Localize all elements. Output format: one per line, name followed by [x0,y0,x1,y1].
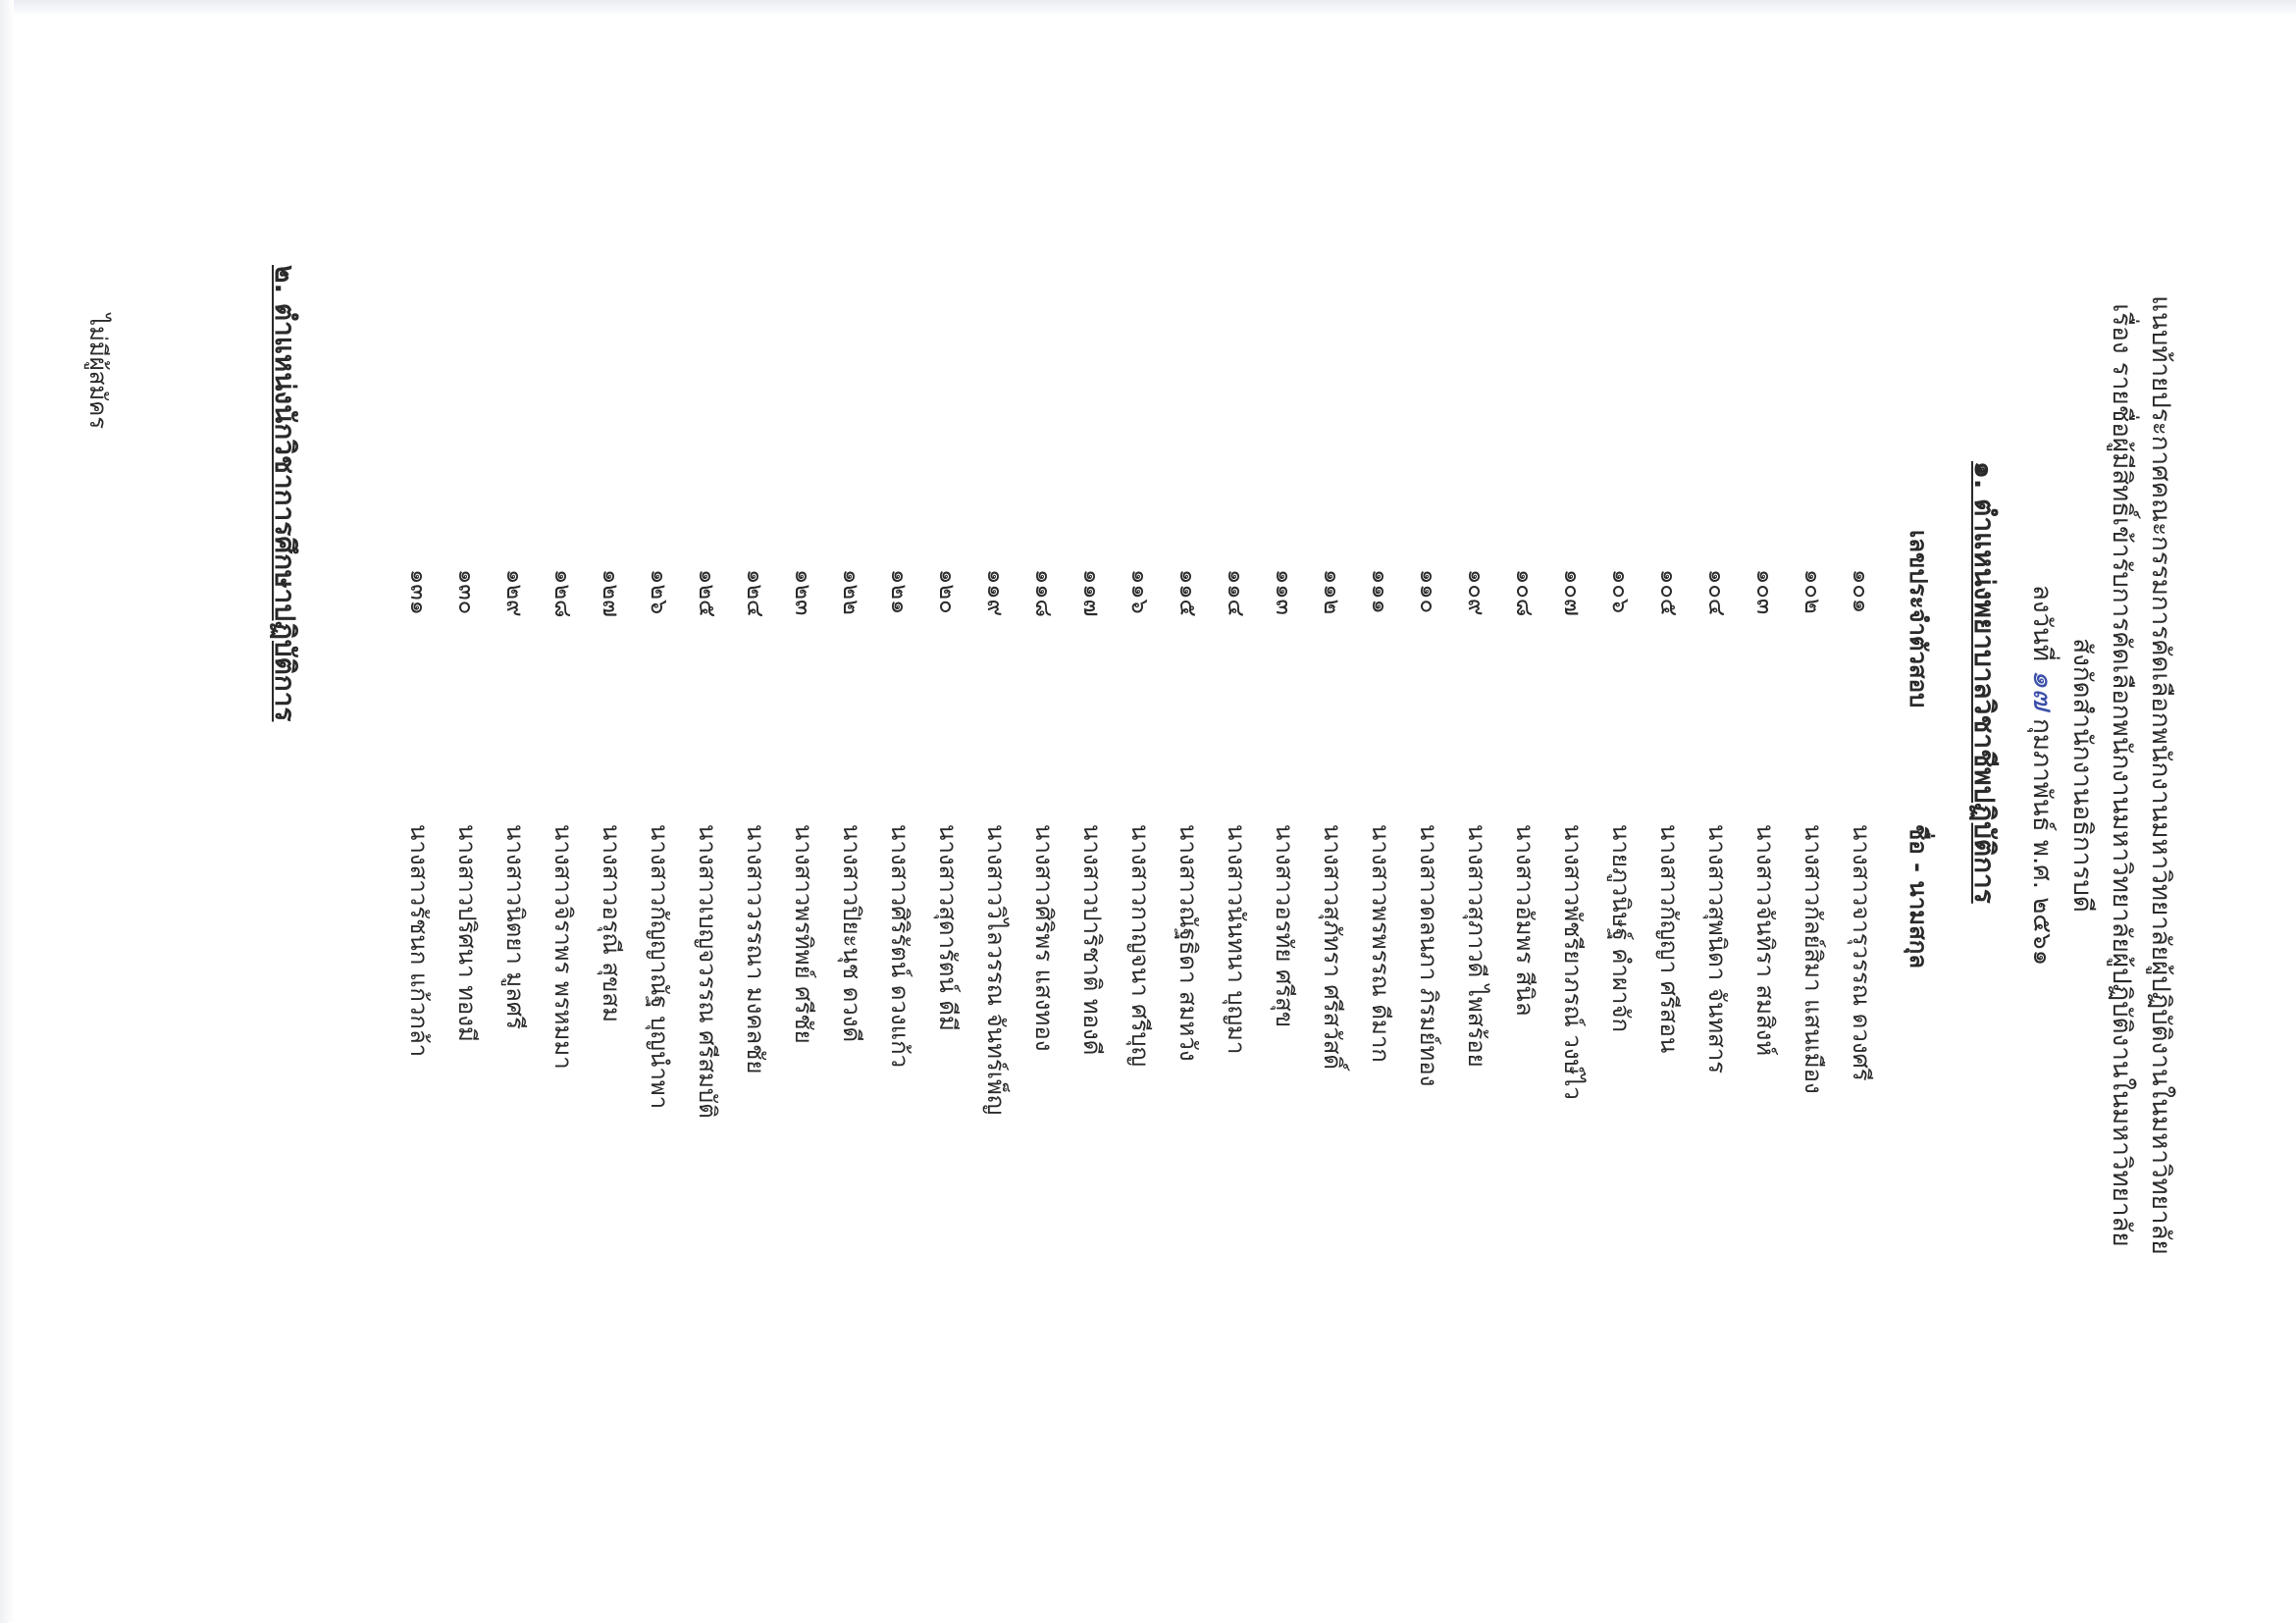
candidate-name: นางสาวปิยะนุช ดวงดี [838,824,865,1043]
candidate-name: นางสาวปริศนา ทองมี [453,824,481,1042]
candidate-number: ๑๐๘ [1511,569,1539,617]
table-row [1548,20,1597,1531]
candidate-name: นางสาวอัมพร สีนิล [1511,824,1539,1017]
table-row [1837,20,1886,1531]
table-row [635,20,684,1531]
candidate-name: นางสาวสุภาวดี ไพสร้อย [1463,824,1490,1068]
candidate-number: ๑๑๖ [1126,569,1154,614]
candidate-name: นางสาวสุภัทรา ศรีสวัสดิ์ [1319,824,1346,1070]
no-applicants-note: ไม่มีผู้สมัคร [84,314,112,430]
candidate-name: นางสาวดลนภา ภิรมย์ทอง [1415,824,1442,1087]
candidate-number: ๑๒๒ [838,569,865,615]
candidate-name: นางสาวรัชนก แก้วกล้า [405,824,433,1058]
candidate-number: ๑๒๑ [886,569,913,615]
table-row [394,20,444,1531]
candidate-number: ๑๐๒ [1800,569,1827,614]
candidate-number: ๑๑๗ [1078,569,1106,617]
candidate-name: นางสาวพัชรียาภรณ์ วงษ์ไว [1559,824,1587,1100]
table-row [1596,20,1645,1531]
table-row [539,20,588,1531]
candidate-number: ๑๑๒ [1319,569,1346,615]
candidate-number: ๑๒๐ [934,569,962,614]
candidate-name: นางสาวศิริพร แสงทอง [1030,824,1058,1052]
candidate-number: ๑๐๗ [1559,569,1587,616]
candidate-number: ๑๑๐ [1415,569,1442,614]
candidate-name: นางสาวจิราพร พรหมมา [549,824,577,1070]
candidate-name: นางสาวนันทนา บุญมา [1223,824,1250,1055]
candidate-number: ๑๑๙ [982,569,1010,617]
candidate-name: นางสาวกัญญาณัฐ บุญนำพา [646,824,673,1110]
handwritten-day: ๑๗ [2026,669,2061,710]
candidate-name: นางสาวณัฐธิดา สมหวัง [1174,824,1202,1062]
candidate-number: ๑๐๔ [1703,569,1731,617]
table-row [779,20,828,1531]
table-row [1260,20,1309,1531]
header-line-1: แนบท้ายประกาศคณะกรรมการคัดเลือกพนักงานมหาวิทยาลัยผู้ปฏิบัติงานในมหาวิทยาลัย [2146,295,2175,1255]
candidate-number: ๑๐๕ [1655,569,1683,617]
candidate-number: ๑๒๙ [501,569,529,617]
candidate-number: ๑๐๖ [1607,569,1635,614]
candidate-number: ๑๐๑ [1848,569,1875,614]
table-row [1404,20,1453,1531]
table-row [1068,20,1117,1531]
table-row [971,20,1020,1531]
table-row [1164,20,1213,1531]
date-suffix: กุมภาพันธ์ พ.ศ. ๒๕๖๑ [2027,718,2057,967]
table-row [1019,20,1069,1531]
table-row [1308,20,1357,1531]
candidate-name: นางสาวกาญจนา ศรีบุญ [1126,824,1154,1068]
candidate-name: นางสาวพรทิพย์ ศรีชัย [790,824,817,1044]
candidate-number: ๑๓๐ [453,569,481,615]
candidate-name: นางสาวกัญญา ศรีสอน [1655,824,1683,1054]
candidate-number: ๑๑๑ [1367,569,1394,614]
candidate-number: ๑๒๖ [646,569,673,615]
candidate-name: นางสาวกัลย์สิมา แสนเมือง [1800,824,1827,1094]
scan-edge-left [0,0,14,1623]
candidate-number: ๑๒๔ [742,569,769,618]
table-row [1644,20,1694,1531]
candidate-number: ๑๐๙ [1463,569,1490,616]
header-line-4 [2024,20,2061,1531]
candidate-number: ๑๑๕ [1174,569,1202,617]
table-row [1116,20,1165,1531]
candidate-name: นางสาวอรทัย ศรีสุข [1271,824,1298,1028]
candidate-number: ๑๒๗ [598,569,625,618]
table-row [923,20,972,1531]
table-row [1789,20,1838,1531]
column-header-name: ชื่อ - นามสกุล [1905,824,1932,969]
candidate-number: ๑๑๔ [1223,569,1250,617]
candidate-name: นางสาววิไลวรรณ จันทร์เพ็ญ [982,824,1010,1116]
candidate-number: ๑๓๑ [405,569,433,615]
candidate-number: ๑๑๘ [1030,569,1058,617]
header-line-3: สังกัดสำนักงานอธิการบดี [2067,638,2097,913]
candidate-number: ๑๒๕ [694,569,721,618]
table-row [827,20,876,1531]
candidate-name: นางสาวจารุวรรณ ดวงศรี [1848,824,1875,1081]
candidate-name: นางสาวจันทิรา สมสิงห์ [1751,824,1779,1057]
candidate-name: นางสาวพรพรรณ ดีมาก [1367,824,1394,1063]
date-prefix: ลงวันที่ [2027,584,2057,662]
candidate-name: นางสาวเบญจวรรณ ศรีสมบัติ [694,824,721,1119]
table-row [587,20,636,1531]
candidate-number: ๑๐๓ [1751,569,1779,615]
section-1-title: ๑. ตำแหน่งพยาบาลวิชาชีพปฏิบัติการ [1968,461,2001,904]
candidate-name: นางสาวนิตยา มูลศรี [501,824,529,1030]
candidate-number: ๑๒๘ [549,569,577,618]
candidate-name: นางสาวสุดารัตน์ ดีมี [934,824,962,1031]
table-row [731,20,780,1531]
table-row [491,20,540,1531]
table-row [683,20,732,1531]
rotated-document-content [59,20,2198,1531]
candidate-name: นางสาววรรณา มงคลชัย [742,824,769,1074]
table-row [1693,20,1742,1531]
candidate-number: ๑๑๓ [1271,569,1298,615]
column-header-number: เลขประจำตัวสอบ [1905,530,1932,708]
candidate-name: นางสาวศิริรัตน์ ดวงแก้ว [886,824,913,1069]
header-line-2: เรื่อง รายชื่อผู้มีสิทธิ์เข้ารับการคัดเลือกพนักงานมหาวิทยาลัยผู้ปฏิบัติงานในมหาวิทยาลัย [2107,303,2136,1247]
table-row [1741,20,1790,1531]
table-row [443,20,492,1531]
table-row [1452,20,1501,1531]
section-2-title: ๒. ตำแหน่งนักวิชาการศึกษาปฏิบัติการ [269,265,301,722]
table-row [1500,20,1549,1531]
table-row [875,20,924,1531]
table-row [1356,20,1405,1531]
scan-edge [0,0,2296,16]
candidate-number: ๑๒๓ [790,569,817,616]
candidate-name: นางสาวปาริชาติ ทองดี [1078,824,1106,1056]
table-row [1212,20,1261,1531]
candidate-name: นายภูวนิษฐ์ คำผาจัก [1607,824,1635,1033]
candidate-name: นางสาวอรุณี สุขสม [598,824,625,1022]
candidate-name: นางสาวสุพนิดา จันทสาร [1703,824,1731,1074]
